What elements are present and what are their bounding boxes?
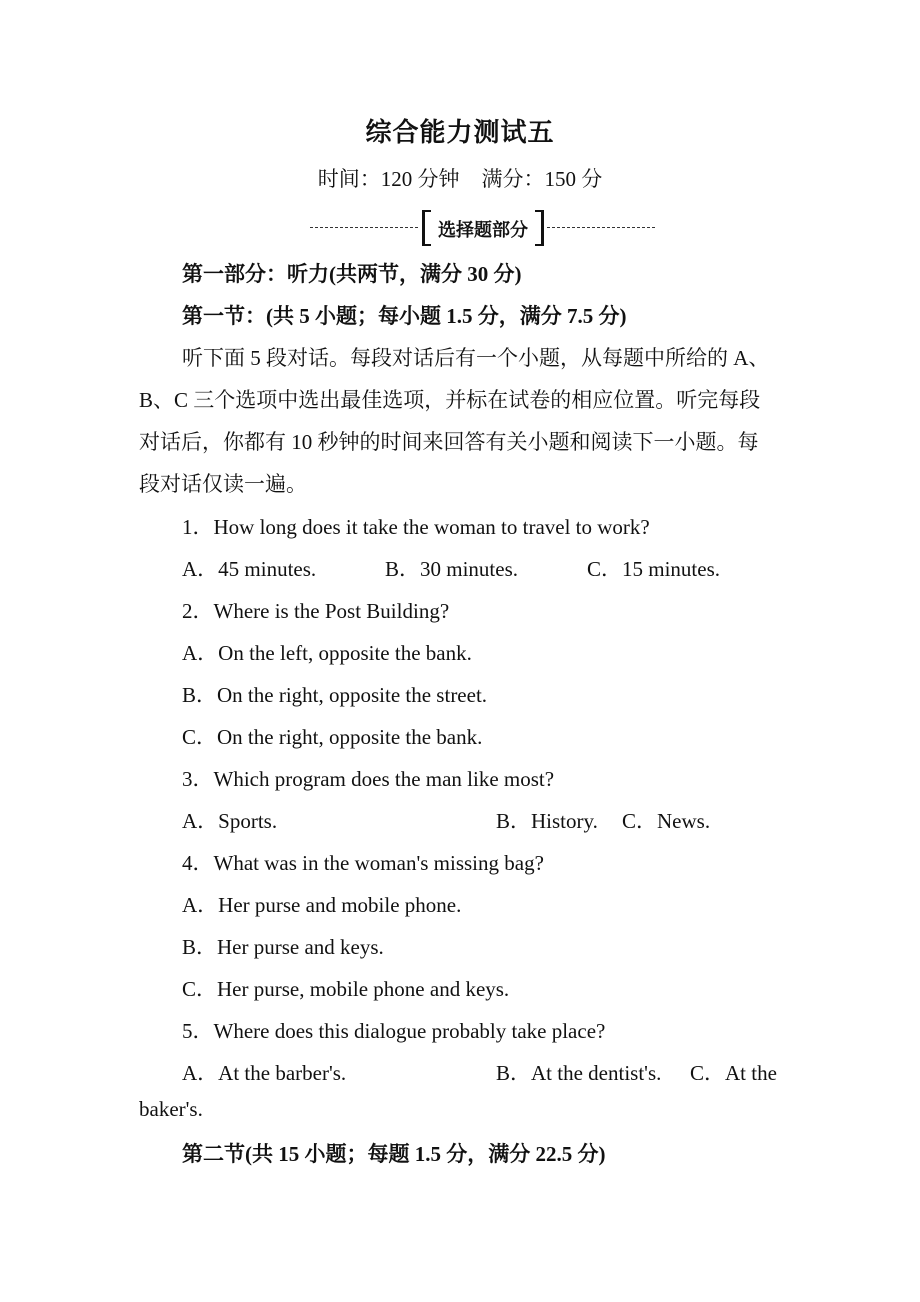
part-heading: 第一部分：听力(共两节，满分 30 分) [182,262,522,286]
option-a: A．45 minutes. [182,557,317,581]
option-b: B．History. [496,809,598,833]
option-c: C．News. [622,809,711,833]
question-stem: 4．What was in the woman's missing bag? [182,851,544,875]
instructions-line: 对话后，你都有 10 秒钟的时间来回答有关小题和阅读下一小题。每 [139,430,759,454]
option-c: C．On the right, opposite the bank. [182,725,483,749]
time-info: 时间：120 分钟 [317,167,460,191]
option-b: B．Her purse and keys. [182,935,384,959]
option-c: C．At the [690,1061,777,1085]
option-c-continued: baker's. [139,1097,203,1121]
banner-divider-right [547,227,655,228]
instructions-line: 段对话仅读一遍。 [139,472,307,496]
option-c: C．15 minutes. [587,557,721,581]
banner-box [422,210,544,244]
option-b: B．At the dentist's. [496,1061,662,1085]
page-title: 综合能力测试五 [365,118,555,147]
section1-heading: 第一节：(共 5 小题；每小题 1.5 分，满分 7.5 分) [182,304,627,328]
option-a: A．Her purse and mobile phone. [182,893,462,917]
section2-heading: 第二节(共 15 小题；每题 1.5 分，满分 22.5 分) [182,1142,606,1166]
instructions-line: 听下面 5 段对话。每段对话后有一个小题，从每题中所给的 A、 [182,346,770,370]
question-stem: 2．Where is the Post Building? [182,599,450,623]
score-info: 满分：150 分 [481,167,603,191]
section-banner [310,208,655,248]
question-stem: 5．Where does this dialogue probably take place? [182,1019,606,1043]
right-bracket-icon [535,210,544,246]
instructions-line: B、C 三个选项中选出最佳选项，并标在试卷的相应位置。听完每段 [139,388,761,412]
option-c: C．Her purse, mobile phone and keys. [182,977,510,1001]
option-a: A．On the left, opposite the bank. [182,641,472,665]
option-b: B．On the right, opposite the street. [182,683,488,707]
banner-divider-left [310,227,418,228]
option-b: B．30 minutes. [385,557,519,581]
option-a: A．At the barber's. [182,1061,347,1085]
option-a: A．Sports. [182,809,278,833]
question-stem: 1．How long does it take the woman to travel to work? [182,515,650,539]
question-stem: 3．Which program does the man like most? [182,767,555,791]
section-banner-label: 选择题部分 [438,220,528,241]
exam-meta [0,163,920,193]
